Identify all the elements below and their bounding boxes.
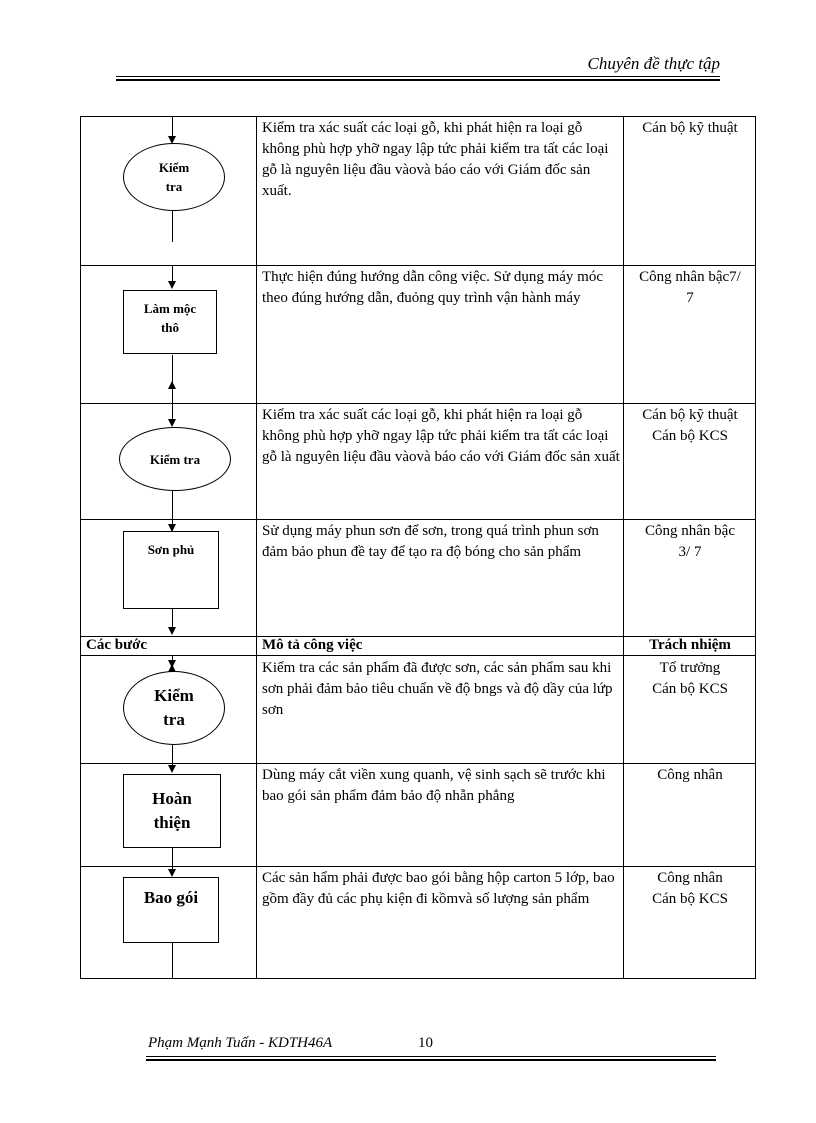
flow-step-rough-woodwork: Làm mộc thô (123, 290, 217, 354)
column-header-responsibility: Trách nhiệm (649, 637, 731, 653)
page-header-title: Chuyên đề thực tập (587, 54, 720, 73)
flow-step-paint-coating: Sơn phủ (123, 531, 219, 609)
column-header-description: Mô tả công việc (262, 637, 363, 653)
row-3-description: Kiểm tra xác suất các loại gỗ, khi phát hiện ra loại gỗ không phù hợp yhỡ ngay lập tức phải kiểm tra tất các loại gỗ là nguyên liệu đầu vàovà báo cáo với Giám đốc sản xuất (262, 407, 620, 465)
page-number: 10 (418, 1035, 433, 1051)
footer-rule-thick (146, 1059, 716, 1061)
row-1-description: Kiểm tra xác suất các loại gỗ, khi phát hiện ra loại gỗ không phù hợp yhỡ ngay lập tức phải kiểm tra tất các loại gỗ là nguyên liệu đầu vàovà báo cáo với Giám đốc sản xuất. (262, 120, 609, 199)
flow-step-inspect-2: Kiểm tra (119, 427, 231, 491)
row-7-responsibility: Công nhân Cán bộ KCS (652, 870, 728, 907)
row-7-description: Các sản hẩm phải được bao gói bằng hộp carton 5 lớp, bao gồm đầy đủ các phụ kiện đi kồmvà số lượng sản phẩm (262, 870, 615, 907)
row-3-responsibility: Cán bộ kỹ thuật Cán bộ KCS (642, 407, 738, 444)
flow-step-inspect-3: Kiểm tra (123, 671, 225, 745)
row-2-description: Thực hiện đúng hướng dẫn công việc. Sử dụng máy móc theo đúng hướng dẫn, đuỏng quy trình vận hành máy (262, 269, 604, 306)
flow-step-finishing: Hoàn thiện (123, 774, 221, 848)
flow-step-packaging: Bao gói (123, 877, 219, 943)
column-header-steps: Các bước (86, 637, 148, 653)
header-rule-thick (116, 79, 720, 81)
row-1-responsibility: Cán bộ kỹ thuật (642, 120, 738, 136)
flow-step-inspect-1: Kiểm tra (123, 143, 225, 211)
row-6-responsibility: Công nhân (657, 767, 723, 783)
footer-rule (146, 1056, 716, 1057)
row-6-description: Dùng máy cắt viền xung quanh, vệ sinh sạch sẽ trước khi bao gói sản phẩm đảm bảo độ nhẵn phẳng (262, 767, 606, 804)
row-4-responsibility: Công nhân bậc 3/ 7 (645, 523, 735, 560)
row-5-description: Kiểm tra các sản phẩm đã được sơn, các sản phẩm sau khi sơn phải đảm bảo tiêu chuẩn về độ bngs và độ dầy của lứp sơn (262, 660, 613, 718)
row-2-responsibility: Công nhân bậc7/ 7 (639, 269, 741, 306)
row-5-responsibility: Tổ trưởng Cán bộ KCS (652, 660, 728, 697)
row-4-description: Sử dụng máy phun sơn để sơn, trong quá trình phun sơn đảm bảo phun đề tay để tạo ra độ bóng cho sản phẩm (262, 523, 599, 560)
header-rule (116, 76, 720, 77)
footer-author: Phạm Mạnh Tuấn - KDTH46A (148, 1035, 333, 1051)
